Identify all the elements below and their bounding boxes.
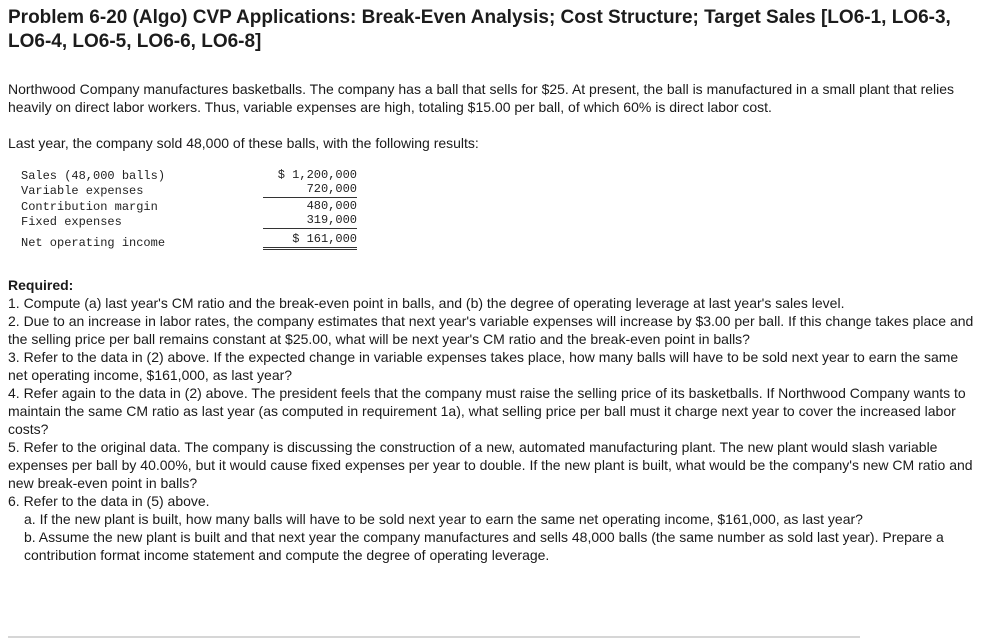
row-label-sales: Sales (48,000 balls) — [21, 168, 166, 183]
required-heading: Required: — [8, 277, 74, 293]
requirement-3: 3. Refer to the data in (2) above. If the expected change in variable expenses takes place, how many balls will have to be sold next year to earn the same net operating income, $161,000, as last year? — [8, 349, 959, 383]
requirement-5: 5. Refer to the original data. The company is discussing the construction of a new, automated manufacturing plant. The new plant would slash variable expenses per ball by 40.00%, but it would cause fixed expenses per year to double. If the new plant is built, what would be the company's new CM ratio and new break-even point in balls? — [8, 439, 973, 491]
row-label-variable-expenses: Variable expenses — [21, 184, 144, 198]
problem-page — [8, 6, 976, 564]
requirement-1: 1. Compute (a) last year's CM ratio and the break-even point in balls, and (b) the degree of operating leverage at last year's sales level. — [8, 295, 845, 311]
requirement-6a: a. If the new plant is built, how many balls will have to be sold next year to earn the same net operating income, $161,000, as last year? — [24, 511, 863, 527]
row-label-net-operating-income: Net operating income — [21, 236, 166, 250]
bottom-divider — [8, 636, 860, 638]
requirement-4: 4. Refer again to the data in (2) above. The president feels that the company must raise the selling price of its basketballs. If Northwood Company wants to maintain the same CM ratio as last year (as computed in requirement 1a), what selling price per ball must it charge next year to cover the increased labor costs? — [8, 385, 966, 437]
income-statement-table — [21, 167, 357, 250]
table-row — [21, 198, 357, 214]
row-value-fixed-expenses: 319,000 — [263, 213, 357, 229]
row-value-contribution-margin: 480,000 — [306, 198, 357, 213]
table-row — [21, 214, 357, 230]
row-label-fixed-expenses: Fixed expenses — [21, 215, 122, 229]
row-value-net-operating-income: $ 161,000 — [263, 232, 357, 250]
table-row — [21, 183, 357, 199]
last-year-text: Last year, the company sold 48,000 of these balls, with the following results: — [8, 135, 479, 151]
row-label-contribution-margin: Contribution margin — [21, 199, 158, 214]
requirement-6b: b. Assume the new plant is built and that next year the company manufactures and sells 48,000 balls (the same number as sold last year). Prepare a contribution format income statement and compute the degree of operating leverage. — [24, 529, 944, 563]
row-value-sales: $ 1,200,000 — [277, 167, 357, 182]
problem-intro: Northwood Company manufactures basketballs. The company has a ball that sells for $25. At present, the ball is manufactured in a small plant that relies heavily on direct labor workers. Thus, variable expenses are high, totaling $15.00 per ball, of which 60% is direct labor cost. — [8, 81, 955, 115]
requirement-2: 2. Due to an increase in labor rates, the company estimates that next year's variable expenses will increase by $3.00 per ball. If this change takes place and the selling price per ball remains constant at $25.00, what will be next year's CM ratio and the break-even point in balls? — [8, 313, 974, 347]
table-row — [21, 167, 357, 183]
table-row — [21, 233, 357, 250]
requirement-6: 6. Refer to the data in (5) above. — [8, 493, 210, 509]
row-value-variable-expenses: 720,000 — [263, 182, 357, 198]
problem-title: Problem 6-20 (Algo) CVP Applications: Break-Even Analysis; Cost Structure; Target Sales [LO6-1, LO6-3, LO6-4, LO6-5, LO6-6, LO6-8] — [8, 7, 951, 52]
